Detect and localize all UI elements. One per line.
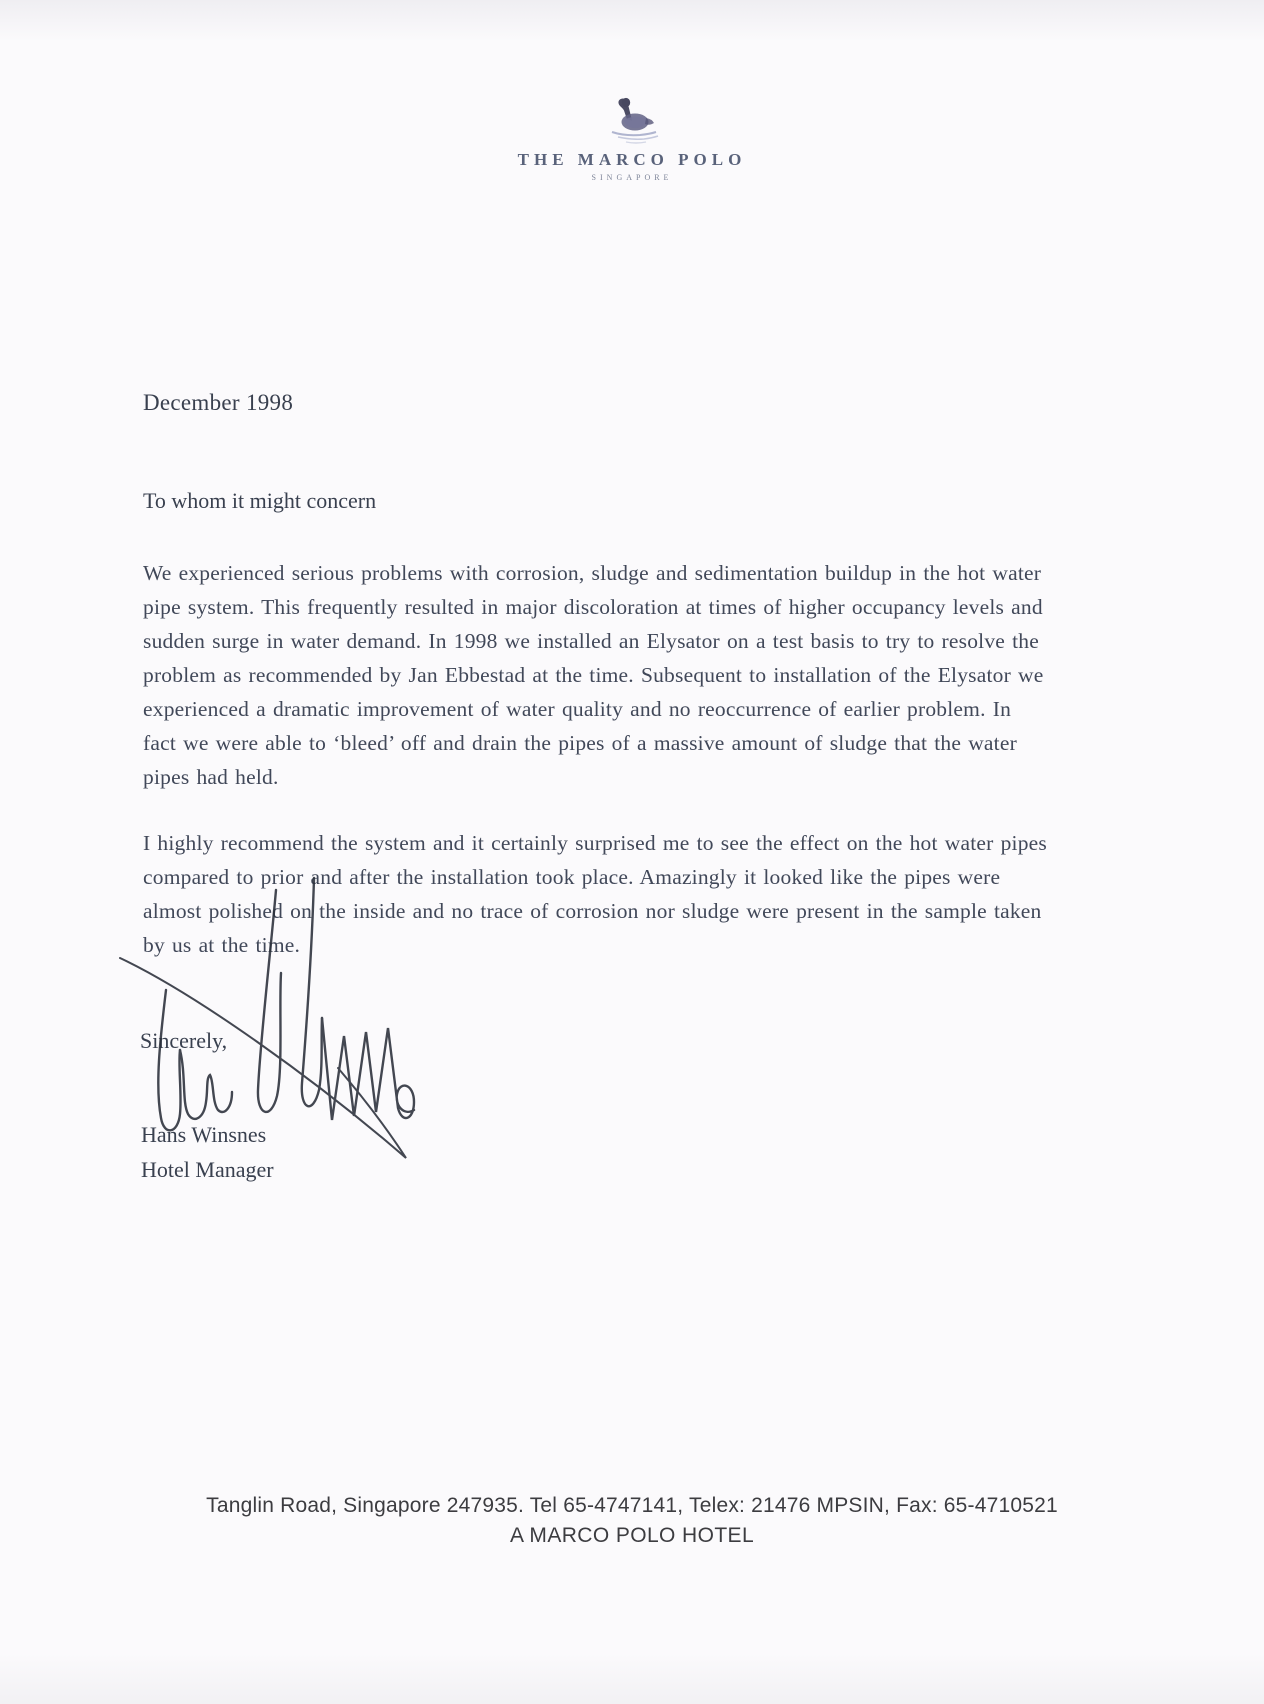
- signer-name: Hans Winsnes: [141, 1122, 267, 1147]
- body-paragraph-1: We experienced serious problems with corrosion, sludge and sedimentation buildup in the hot water pipe system. This frequently resulted in major discoloration at times of higher occupancy levels and sudden surge in water demand. In 1998 we installed an Elysator on a test basis to try to resolve the problem as recommended by Jan Ebbestad at the time. Subsequent to installation of the Elysator we experienced a dramatic improvement of water quality and no reoccurrence of earlier problem. In fact we were able to ‘bleed’ off and drain the pipes of a massive amount of sludge that the water pipes had held.: [143, 561, 1044, 789]
- letter-date: December 1998: [143, 390, 294, 415]
- signer-title: Hotel Manager: [141, 1157, 274, 1182]
- footer-address-line: Tanglin Road, Singapore 247935. Tel 65-4747141, Telex: 21476 MPSIN, Fax: 65-4710521: [206, 1494, 1058, 1517]
- salutation: To whom it might concern: [143, 488, 377, 513]
- closing-sincerely: Sincerely,: [140, 1028, 228, 1053]
- letter-footer: [0, 1494, 1264, 1548]
- footer-brand-line: A MARCO POLO HOTEL: [509, 1524, 755, 1547]
- marco-polo-bird-icon: [600, 96, 664, 148]
- handwritten-signature: [108, 868, 498, 1198]
- letterhead: [0, 96, 1264, 182]
- brand-location: SINGAPORE: [591, 173, 673, 182]
- body-paragraph-2: I highly recommend the system and it certainly surprised me to see the effect on the hot water pipes compared to prior and after the installation took place. Amazingly it looked like the pipes were almost polished on the inside and no trace of corrosion nor sludge were present in the sample taken by us at the time.: [143, 831, 1047, 957]
- brand-wordmark: THE MARCO POLO: [517, 150, 747, 169]
